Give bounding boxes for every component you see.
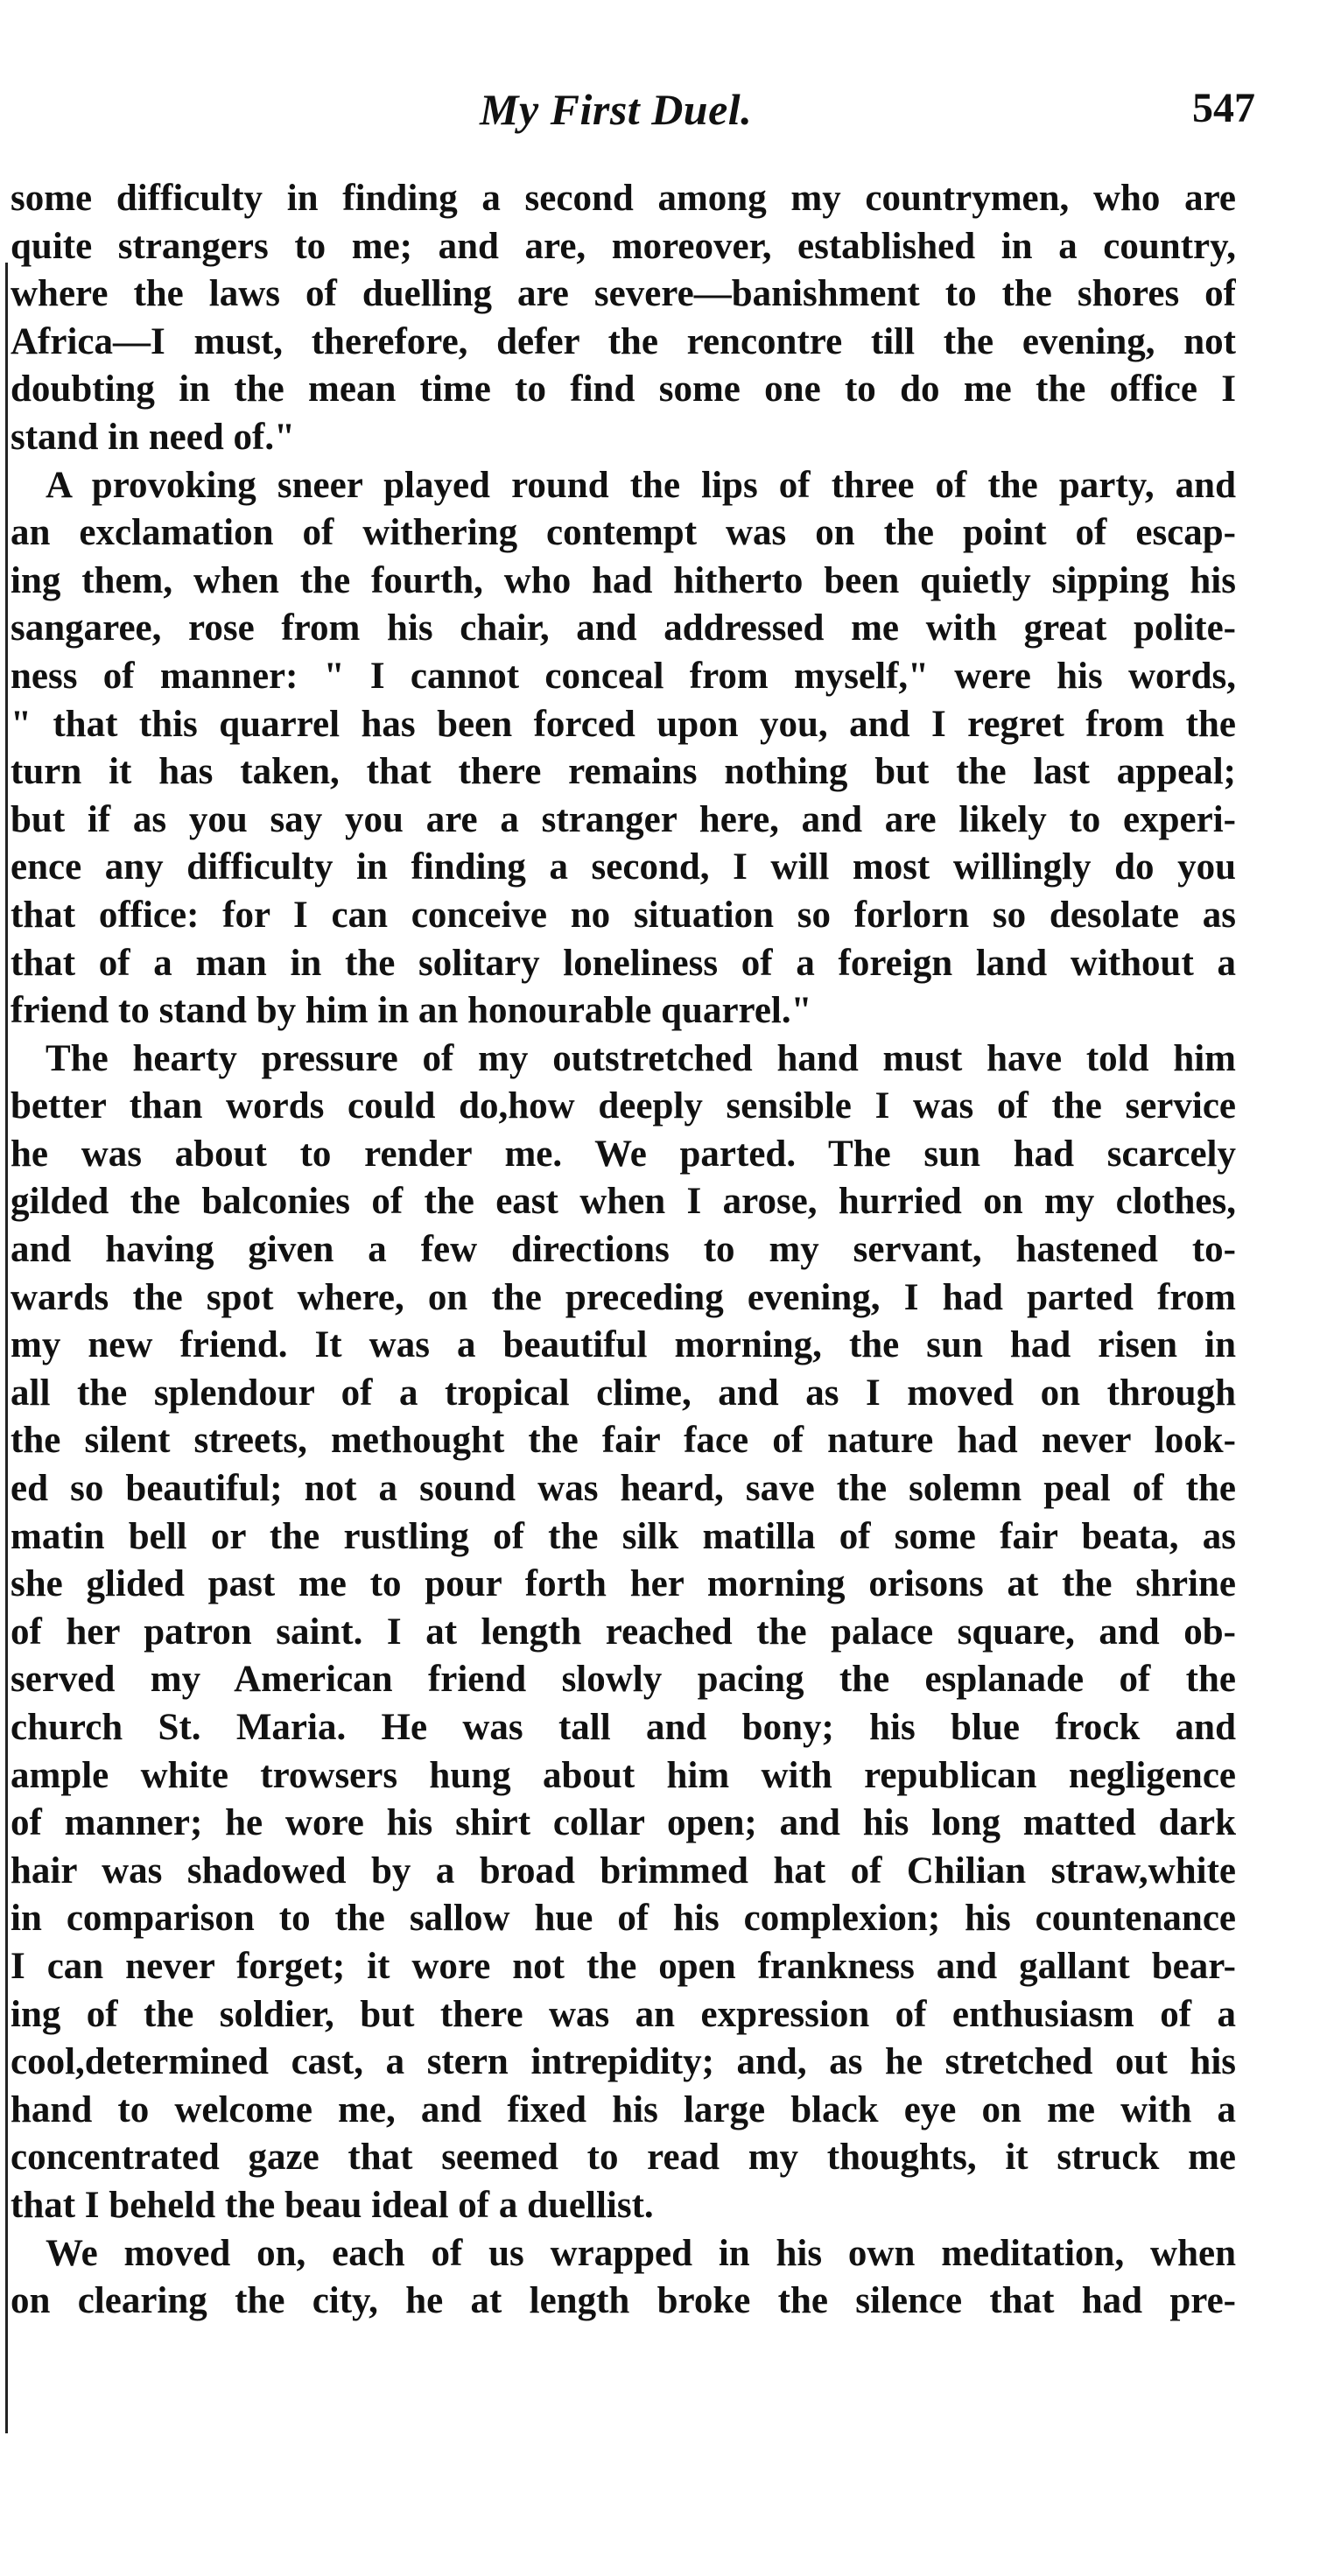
- running-title: My First Duel.: [480, 85, 753, 134]
- text-line: hand to welcome me, and fixed his large black eye on me with a: [11, 2088, 1236, 2130]
- paragraph-4: [11, 2230, 1236, 2326]
- text-line: cool,determined cast, a stern intrepidity; and, as he stretched out his: [11, 2041, 1236, 2083]
- text-line: concentrated gaze that seemed to read my thoughts, it struck me: [11, 2137, 1236, 2179]
- text-line: A provoking sneer played round the lips of three of the party, and: [46, 464, 1236, 506]
- text-line: matin bell or the rustling of the silk matilla of some fair beata, as: [11, 1515, 1236, 1557]
- text-line: some difficulty in finding a second among my countrymen, who are: [11, 178, 1236, 219]
- text-line: " that this quarrel has been forced upon you, and I regret from the: [11, 703, 1236, 745]
- text-line: of her patron saint. I at length reached the palace square, and ob-: [11, 1611, 1236, 1653]
- text-line: that office: for I can conceive no situation so forlorn so desolate as: [11, 894, 1236, 936]
- text-line: ing of the soldier, but there was an expression of enthusiasm of a: [11, 1993, 1236, 2035]
- text-line: wards the spot where, on the preceding evening, I had parted from: [11, 1276, 1236, 1318]
- text-line: an exclamation of withering contempt was on the point of escap-: [11, 512, 1236, 554]
- text-line: on clearing the city, he at length broke the silence that had pre-: [11, 2280, 1236, 2322]
- text-line: friend to stand by him in an honourable quarrel.": [11, 990, 812, 1032]
- text-line: where the laws of duelling are severe—banishment to the shores of: [11, 273, 1236, 315]
- text-line: my new friend. It was a beautiful morning, the sun had risen in: [11, 1324, 1236, 1366]
- paragraph-3: [11, 1035, 1236, 2230]
- text-line: served my American friend slowly pacing the esplanade of the: [11, 1659, 1236, 1701]
- text-line: hair was shadowed by a broad brimmed hat of Chilian straw,white: [11, 1850, 1236, 1892]
- text-line: but if as you say you are a stranger here, and are likely to experi-: [11, 798, 1236, 840]
- text-line: she glided past me to pour forth her morning orisons at the shrine: [11, 1563, 1236, 1605]
- paragraph-2: [11, 462, 1236, 1035]
- text-line: that I beheld the beau ideal of a duellist.: [11, 2184, 654, 2226]
- text-line: quite strangers to me; and are, moreover, established in a country,: [11, 225, 1236, 267]
- running-head: [0, 84, 1341, 145]
- text-line: that of a man in the solitary loneliness of a foreign land without a: [11, 942, 1236, 984]
- text-line: gilded the balconies of the east when I arose, hurried on my clothes,: [11, 1181, 1236, 1223]
- text-line: I can never forget; it wore not the open frankness and gallant bear-: [11, 1945, 1236, 1987]
- text-line: doubting in the mean time to find some one to do me the office I: [11, 369, 1236, 411]
- text-line: of manner; he wore his shirt collar open; and his long matted dark: [11, 1802, 1236, 1844]
- text-line: he was about to render me. We parted. The sun had scarcely: [11, 1133, 1236, 1175]
- body-text: [11, 175, 1236, 2326]
- text-line: Africa—I must, therefore, defer the rencontre till the evening, not: [11, 320, 1236, 362]
- paragraph-1: [11, 175, 1236, 462]
- text-line: ing them, when the fourth, who had hitherto been quietly sipping his: [11, 559, 1236, 601]
- text-line: the silent streets, methought the fair face of nature had never look-: [11, 1420, 1236, 1462]
- text-line: We moved on, each of us wrapped in his own meditation, when: [46, 2232, 1236, 2274]
- margin-rule: [5, 263, 8, 2433]
- text-line: turn it has taken, that there remains nothing but the last appeal;: [11, 751, 1236, 793]
- text-line: stand in need of.": [11, 416, 295, 458]
- text-line: in comparison to the sallow hue of his complexion; his countenance: [11, 1898, 1236, 1940]
- text-line: ness of manner: " I cannot conceal from myself," were his words,: [11, 655, 1236, 697]
- text-line: and having given a few directions to my servant, hastened to-: [11, 1229, 1236, 1271]
- text-line: The hearty pressure of my outstretched hand must have told him: [46, 1037, 1236, 1079]
- text-line: sangaree, rose from his chair, and addressed me with great polite-: [11, 607, 1236, 649]
- page-number: 547: [1192, 85, 1255, 131]
- text-line: ample white trowsers hung about him with republican negligence: [11, 1754, 1236, 1796]
- text-line: all the splendour of a tropical clime, and as I moved on through: [11, 1372, 1236, 1414]
- text-line: ed so beautiful; not a sound was heard, save the solemn peal of the: [11, 1468, 1236, 1510]
- text-line: ence any difficulty in finding a second, I will most willingly do you: [11, 846, 1236, 888]
- text-line: church St. Maria. He was tall and bony; his blue frock and: [11, 1707, 1236, 1748]
- text-line: better than words could do,how deeply sensible I was of the service: [11, 1085, 1236, 1127]
